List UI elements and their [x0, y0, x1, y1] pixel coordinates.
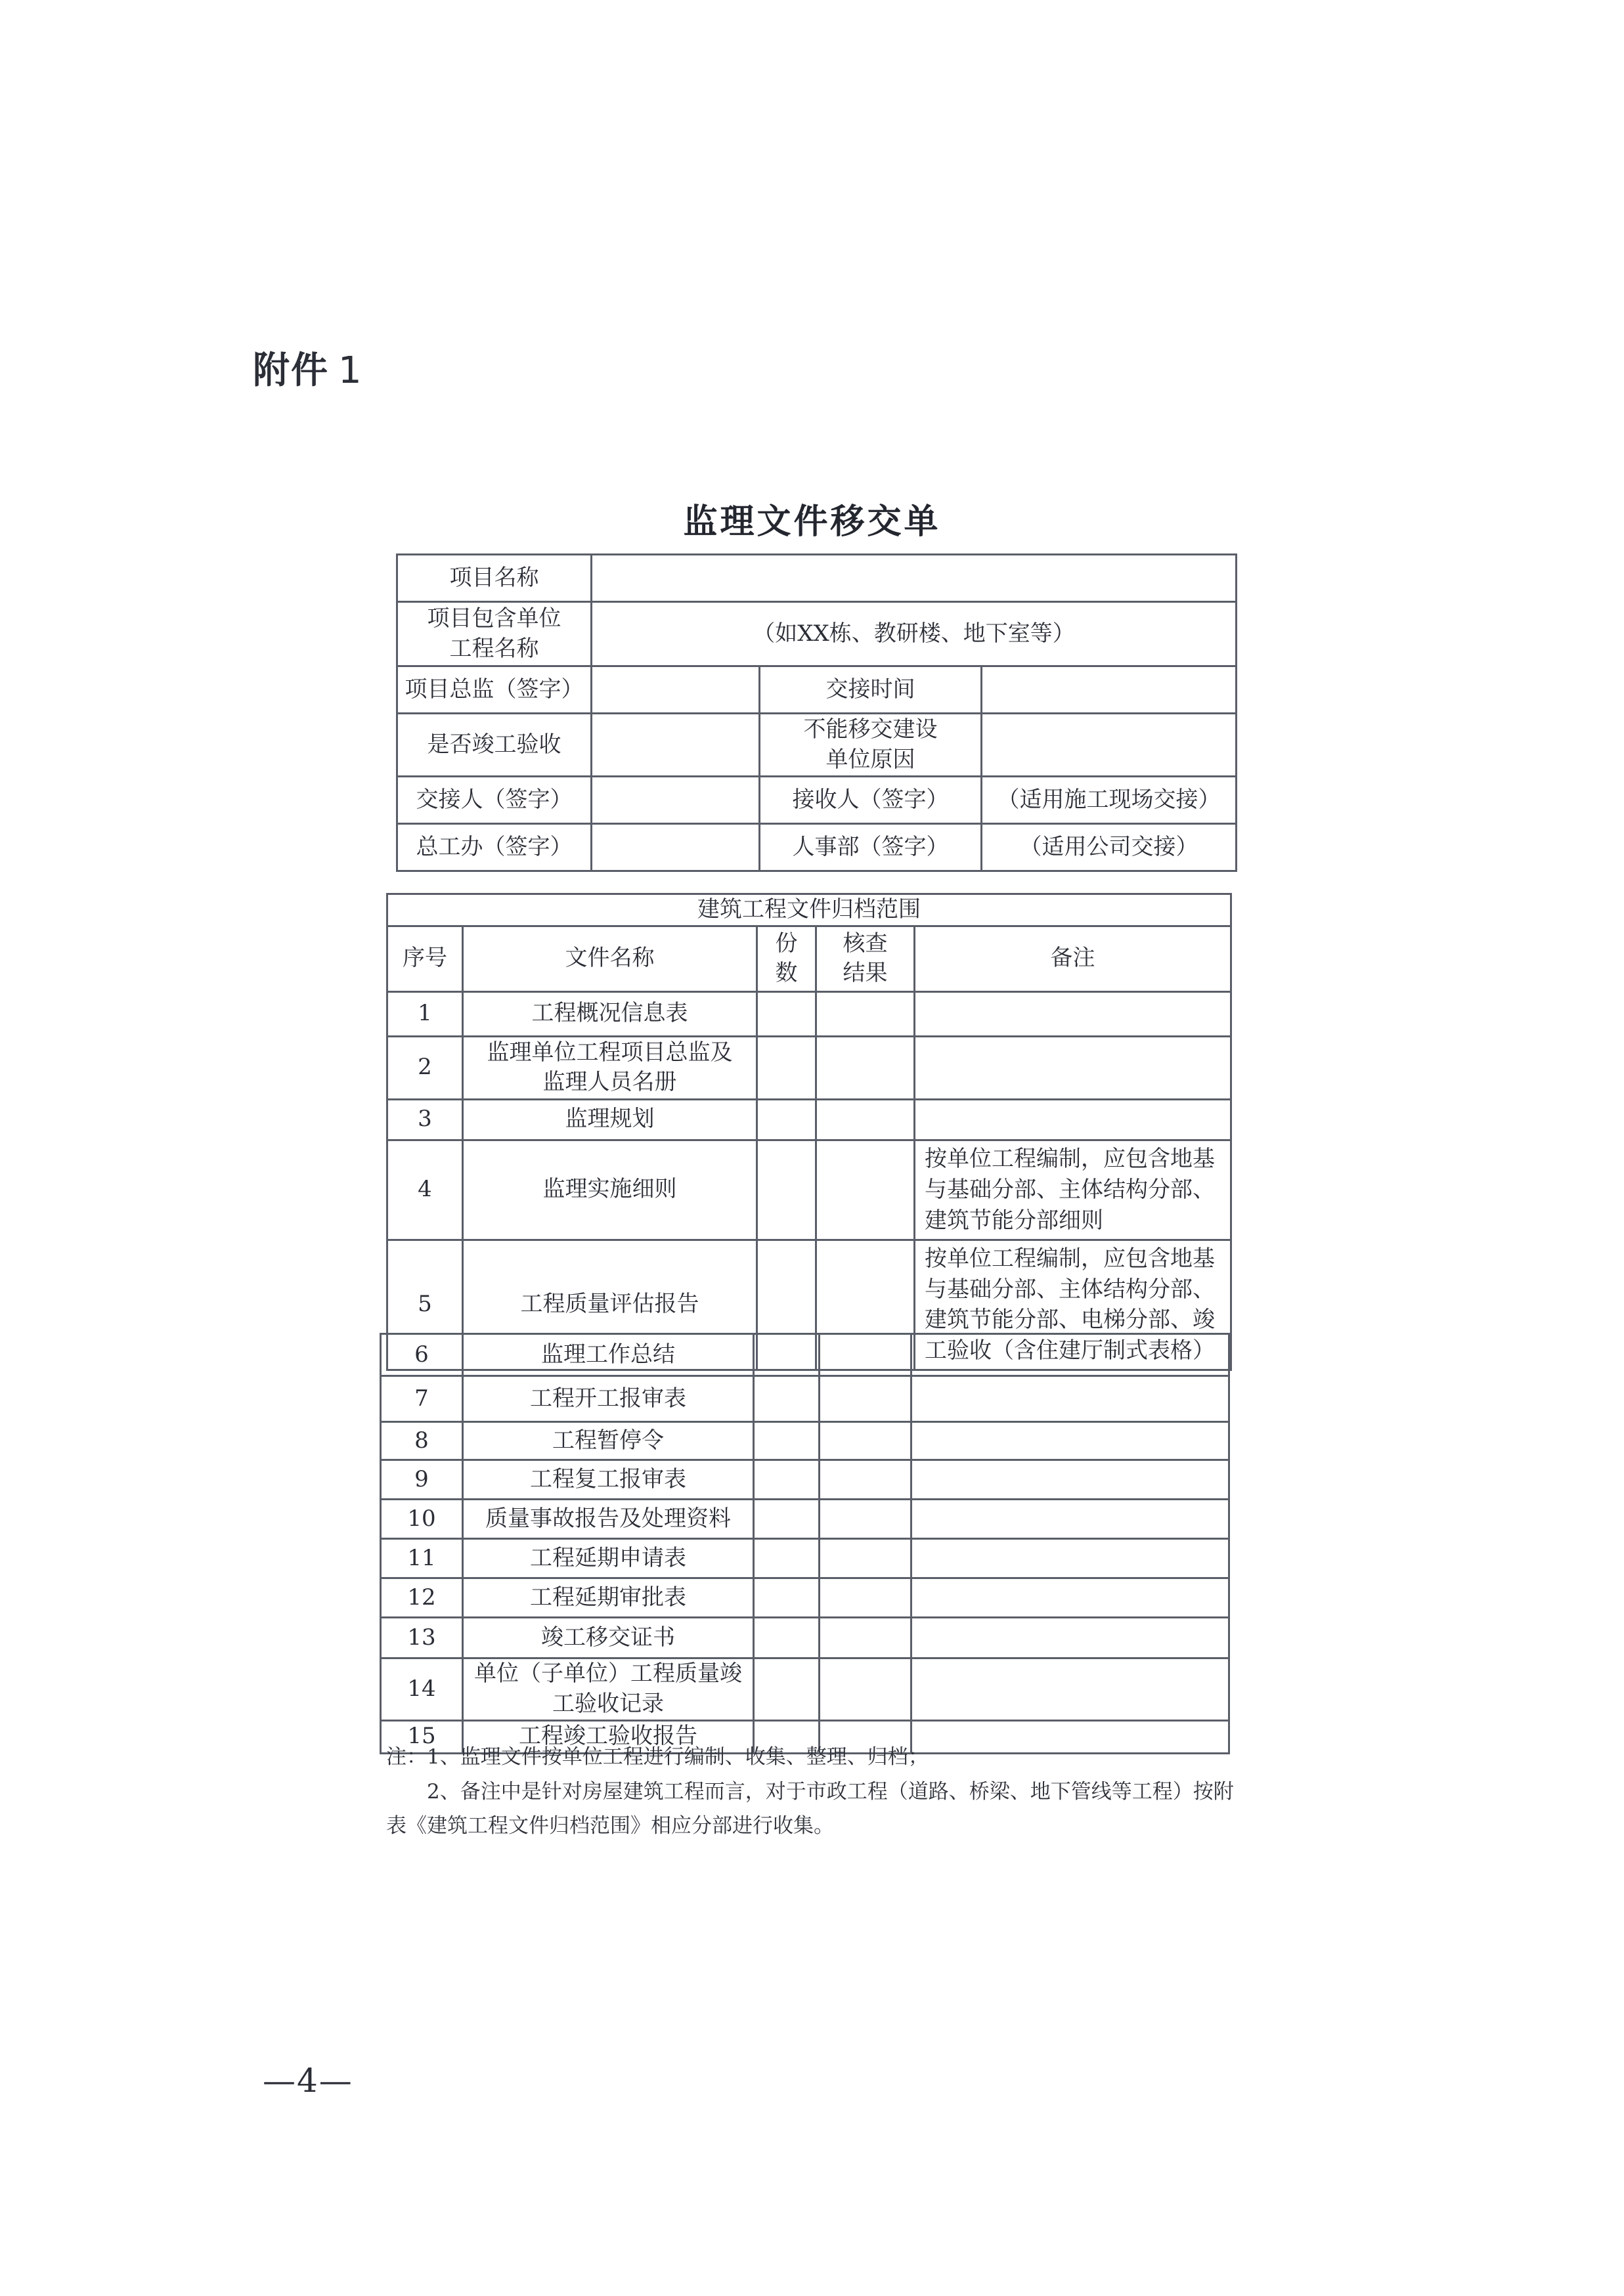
row-copies — [754, 1376, 820, 1422]
row-remark — [911, 1460, 1229, 1500]
table-row — [387, 991, 1231, 1036]
completed-acceptance-label: 是否竣工验收 — [397, 714, 592, 777]
table-row — [381, 1500, 1229, 1539]
attachment-number: 1 — [338, 349, 363, 392]
row-copies — [757, 991, 816, 1036]
row-seq: 13 — [381, 1618, 463, 1658]
col-check-header: 核查结果 — [816, 926, 915, 991]
row-seq: 7 — [381, 1376, 463, 1422]
project-units-hint: （如XX栋、教研楼、地下室等） — [592, 602, 1237, 666]
row-seq: 11 — [381, 1539, 463, 1578]
row-remark — [911, 1334, 1229, 1376]
row-copies — [757, 1140, 816, 1240]
row-name: 监理实施细则 — [463, 1140, 757, 1240]
row-check — [820, 1422, 911, 1460]
archive-table-continued — [380, 1333, 1230, 1754]
row-seq: 2 — [387, 1036, 463, 1099]
row-name: 工程延期申请表 — [463, 1539, 754, 1578]
footnote — [386, 1740, 1240, 1844]
row-remark: 按单位工程编制，应包含地基与基础分部、主体结构分部、建筑节能分部、电梯分部、竣工验收（含住建厅制式表格） — [915, 1240, 1231, 1370]
row-name: 工程竣工验收报告 — [463, 1720, 754, 1753]
row-copies — [754, 1460, 820, 1500]
row-copies — [754, 1539, 820, 1578]
general-office-signature — [592, 824, 760, 871]
row-check — [816, 991, 915, 1036]
row-seq: 6 — [381, 1334, 463, 1376]
row-check — [816, 1036, 915, 1099]
row-check — [820, 1334, 911, 1376]
row-name: 工程开工报审表 — [463, 1376, 754, 1422]
attachment-text: 附件 — [253, 349, 329, 392]
row-copies — [754, 1422, 820, 1460]
row-check — [820, 1539, 911, 1578]
general-office-label: 总工办（签字） — [397, 824, 592, 871]
project-units-label: 项目包含单位工程名称 — [397, 602, 592, 666]
row-name: 工程质量评估报告 — [463, 1240, 757, 1370]
row-copies — [754, 1578, 820, 1618]
row-name: 监理工作总结 — [463, 1334, 754, 1376]
row-remark — [911, 1539, 1229, 1578]
row-copies — [754, 1334, 820, 1376]
row-name: 工程复工报审表 — [463, 1460, 754, 1500]
row-check — [820, 1618, 911, 1658]
header-table — [396, 553, 1237, 872]
table-row — [387, 1099, 1231, 1140]
row-seq: 1 — [387, 991, 463, 1036]
table-row — [381, 1578, 1229, 1618]
row-remark — [911, 1578, 1229, 1618]
row-copies — [754, 1618, 820, 1658]
col-copies-header: 份数 — [757, 926, 816, 991]
document-title: 监理文件移交单 — [683, 502, 941, 542]
row-check — [820, 1376, 911, 1422]
footnote-line-2: 2、备注中是针对房屋建筑工程而言，对于市政工程（道路、桥梁、地下管线等工程）按附表《建筑工程文件归档范围》相应分部进行收集。 — [386, 1779, 1234, 1838]
table-row — [387, 1036, 1231, 1099]
table-row — [381, 1460, 1229, 1500]
row-remark — [911, 1618, 1229, 1658]
row-remark — [911, 1422, 1229, 1460]
row-check — [820, 1500, 911, 1539]
row-seq: 10 — [381, 1500, 463, 1539]
row-copies — [754, 1658, 820, 1721]
completed-acceptance-value — [592, 714, 760, 777]
row-name: 监理规划 — [463, 1099, 757, 1140]
row-seq: 5 — [387, 1240, 463, 1370]
archive-section-title: 建筑工程文件归档范围 — [387, 894, 1231, 926]
row-seq: 3 — [387, 1099, 463, 1140]
row-remark — [911, 1376, 1229, 1422]
row-remark — [915, 1036, 1231, 1099]
col-name-header: 文件名称 — [463, 926, 757, 991]
row-name: 竣工移交证书 — [463, 1618, 754, 1658]
row-copies — [754, 1500, 820, 1539]
receiver-label: 接收人（签字） — [760, 777, 982, 824]
table-row — [387, 1140, 1231, 1240]
row-seq: 9 — [381, 1460, 463, 1500]
handover-time-label: 交接时间 — [760, 666, 982, 714]
row-name: 工程延期审批表 — [463, 1578, 754, 1618]
row-remark — [915, 991, 1231, 1036]
row-remark — [915, 1099, 1231, 1140]
row-remark — [911, 1658, 1229, 1721]
row-name: 工程暂停令 — [463, 1422, 754, 1460]
row-name: 质量事故报告及处理资料 — [463, 1500, 754, 1539]
hr-label: 人事部（签字） — [760, 824, 982, 871]
row-seq: 12 — [381, 1578, 463, 1618]
row-copies — [757, 1099, 816, 1140]
handover-person-signature — [592, 777, 760, 824]
project-name-value — [592, 555, 1237, 602]
table-row — [381, 1376, 1229, 1422]
row-seq: 8 — [381, 1422, 463, 1460]
chief-supervisor-label: 项目总监（签字） — [397, 666, 592, 714]
row-check — [820, 1578, 911, 1618]
row-check — [816, 1140, 915, 1240]
archive-table — [386, 893, 1232, 1371]
row-name: 监理单位工程项目总监及监理人员名册 — [463, 1036, 757, 1099]
reason-label: 不能移交建设单位原因 — [760, 714, 982, 777]
table-row — [381, 1618, 1229, 1658]
handover-time-value — [982, 666, 1237, 714]
row-check — [820, 1460, 911, 1500]
page-number: —4— — [263, 2062, 353, 2100]
footnote-line-1: 注：1、监理文件按单位工程进行编制、收集、整理、归档； — [386, 1745, 929, 1769]
row-remark — [911, 1500, 1229, 1539]
row-name: 单位（子单位）工程质量竣工验收记录 — [463, 1658, 754, 1721]
table-row — [381, 1658, 1229, 1721]
row-seq: 15 — [381, 1720, 463, 1753]
receiver-note: （适用施工现场交接） — [982, 777, 1237, 824]
chief-supervisor-signature — [592, 666, 760, 714]
col-seq-header: 序号 — [387, 926, 463, 991]
row-copies — [757, 1036, 816, 1099]
hr-note: （适用公司交接） — [982, 824, 1237, 871]
handover-person-label: 交接人（签字） — [397, 777, 592, 824]
table-row — [381, 1422, 1229, 1460]
reason-value — [982, 714, 1237, 777]
row-remark: 按单位工程编制，应包含地基与基础分部、主体结构分部、建筑节能分部细则 — [915, 1140, 1231, 1240]
row-check — [820, 1658, 911, 1721]
project-name-label: 项目名称 — [397, 555, 592, 602]
row-check — [816, 1099, 915, 1140]
row-seq: 14 — [381, 1658, 463, 1721]
row-name: 工程概况信息表 — [463, 991, 757, 1036]
table-row — [381, 1539, 1229, 1578]
table-row — [381, 1334, 1229, 1376]
row-seq: 4 — [387, 1140, 463, 1240]
attachment-label — [253, 341, 363, 394]
col-remark-header: 备注 — [915, 926, 1231, 991]
